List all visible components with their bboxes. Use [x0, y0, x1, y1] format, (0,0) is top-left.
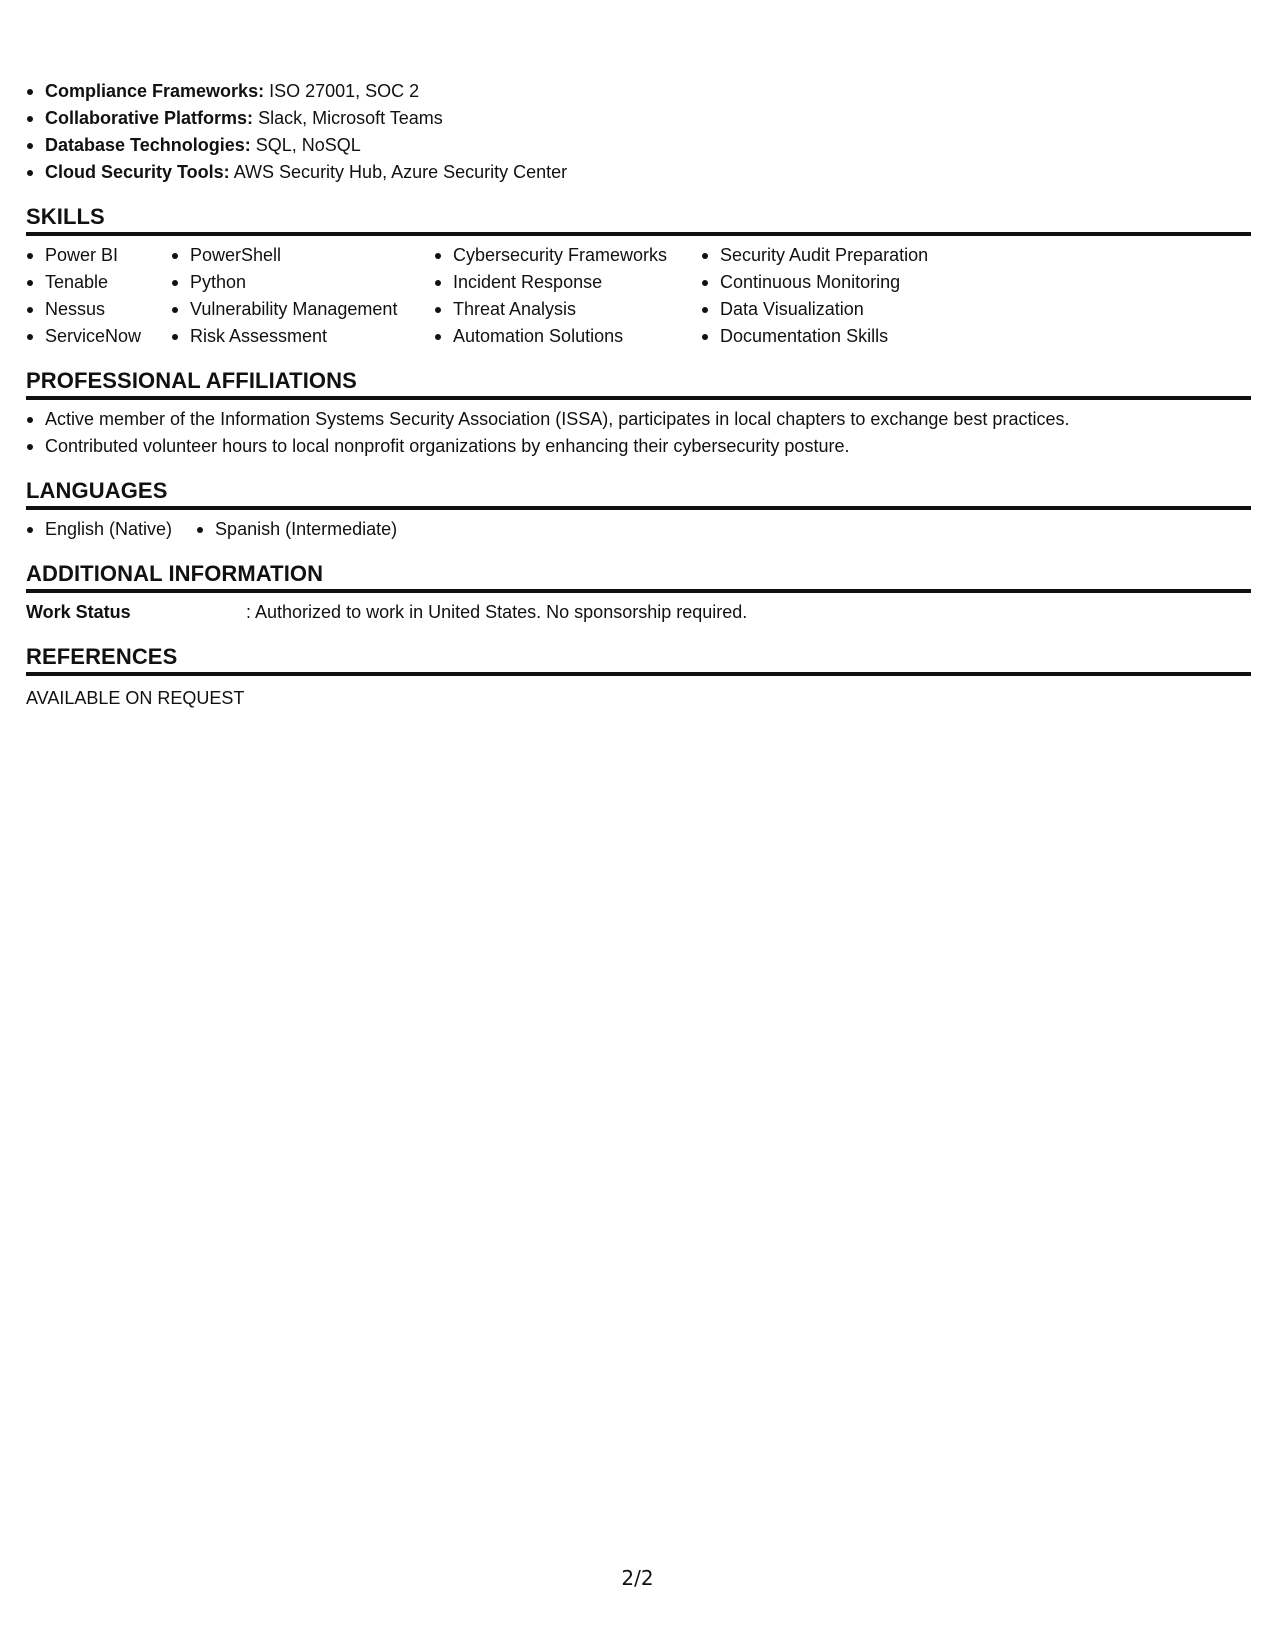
work-status-value: : Authorized to work in United States. No sponsorship required. [246, 602, 748, 622]
tech-item [26, 159, 1251, 186]
work-status-row [26, 593, 1251, 626]
tech-item [26, 78, 1251, 105]
languages-list [26, 510, 1251, 543]
affiliations-heading: PROFESSIONAL AFFILIATIONS [26, 367, 1251, 400]
tech-list [26, 78, 1251, 186]
skill-item: Documentation Skills [701, 323, 1001, 350]
skill-item: Data Visualization [701, 296, 1001, 323]
skills-heading: SKILLS [26, 203, 1251, 236]
skill-item: ServiceNow [26, 323, 171, 350]
language-item: English (Native) [26, 516, 172, 543]
skills-grid [26, 236, 1251, 350]
languages-heading: LANGUAGES [26, 477, 1251, 510]
tech-value: AWS Security Hub, Azure Security Center [233, 162, 568, 182]
skill-item: PowerShell [171, 242, 434, 269]
skill-item: Tenable [26, 269, 171, 296]
language-item: Spanish (Intermediate) [196, 516, 397, 543]
skills-column [434, 242, 701, 350]
references-text: AVAILABLE ON REQUEST [26, 688, 245, 708]
tech-label: Collaborative Platforms: [45, 108, 254, 128]
tech-value: SQL, NoSQL [255, 135, 361, 155]
skill-item: Power BI [26, 242, 171, 269]
skill-item: Threat Analysis [434, 296, 701, 323]
skills-column [26, 242, 171, 350]
skill-item: Cybersecurity Frameworks [434, 242, 701, 269]
affiliation-item: Contributed volunteer hours to local nonprofit organizations by enhancing their cybersecurity posture. [26, 433, 1251, 460]
tech-value: ISO 27001, SOC 2 [269, 81, 420, 101]
additional-info-heading: ADDITIONAL INFORMATION [26, 560, 1251, 593]
skill-item: Security Audit Preparation [701, 242, 1001, 269]
skills-column [171, 242, 434, 350]
references-heading: REFERENCES [26, 643, 1251, 676]
tech-item [26, 105, 1251, 132]
skill-item: Nessus [26, 296, 171, 323]
skill-item: Risk Assessment [171, 323, 434, 350]
tech-label: Database Technologies: [45, 135, 251, 155]
tech-label: Cloud Security Tools: [45, 162, 230, 182]
skill-item: Vulnerability Management [171, 296, 434, 323]
affiliations-list [26, 400, 1251, 460]
skill-item: Automation Solutions [434, 323, 701, 350]
work-status-label: Work Status [26, 602, 131, 622]
tech-label: Compliance Frameworks: [45, 81, 265, 101]
skill-item: Python [171, 269, 434, 296]
skill-item: Continuous Monitoring [701, 269, 1001, 296]
tech-item [26, 132, 1251, 159]
tech-value: Slack, Microsoft Teams [258, 108, 443, 128]
resume-page [26, 78, 1251, 712]
page-number: 2/2 [621, 1566, 654, 1590]
skill-item: Incident Response [434, 269, 701, 296]
skills-column [701, 242, 1001, 350]
affiliation-item: Active member of the Information Systems Security Association (ISSA), participates in local chapters to exchange best practices. [26, 406, 1251, 433]
